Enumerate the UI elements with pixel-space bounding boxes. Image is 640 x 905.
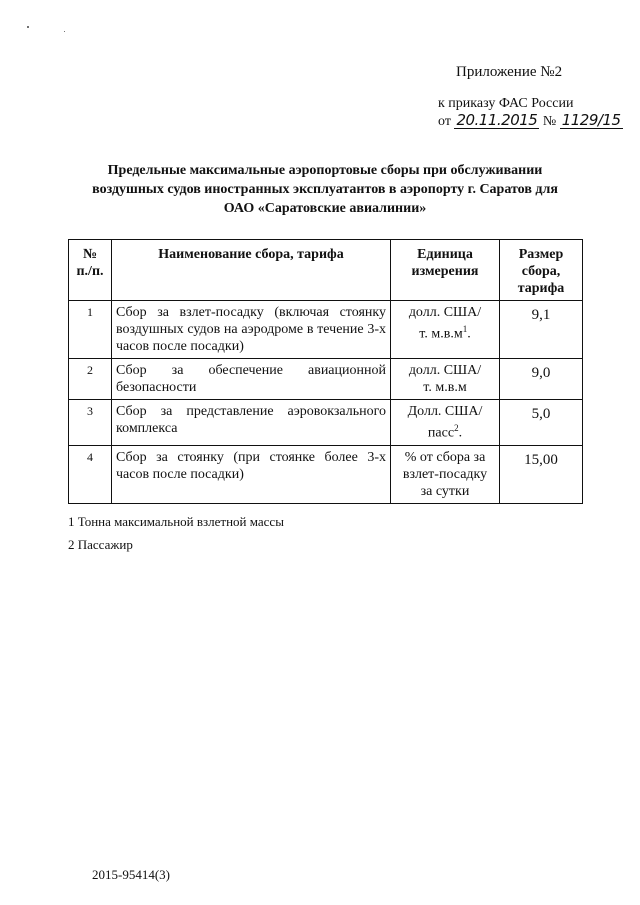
order-reference: к приказу ФАС России (438, 96, 574, 111)
unit-text: . (467, 326, 471, 342)
appendix-number: Приложение №2 (456, 64, 563, 80)
date-prefix: от (438, 114, 451, 129)
row-num: 3 (69, 400, 112, 446)
row-value: 9,0 (500, 359, 583, 400)
unit-text: взлет-посадку (402, 466, 488, 482)
unit-text (395, 321, 495, 343)
table-header-row (69, 240, 583, 301)
row-unit (391, 359, 500, 400)
row-value: 9,1 (500, 301, 583, 359)
row-num: 2 (69, 359, 112, 400)
table-row (69, 445, 583, 503)
header-text: Размер (518, 247, 564, 262)
header-size (500, 240, 583, 301)
header-text: тарифа (517, 281, 565, 296)
table-row (69, 301, 583, 359)
unit-text: за сутки (420, 483, 470, 499)
footnote-1: 1 Тонна максимальной взлетной массы (68, 514, 284, 529)
unit-text: т. м.в.м (419, 326, 463, 342)
handwritten-date: 20.11.2015 (456, 111, 538, 129)
header-unit (391, 240, 500, 301)
header-text: № (82, 247, 98, 262)
title-line: воздушных судов иностранных эксплуатантов в аэропорту г. Саратов для (92, 182, 558, 197)
row-name: Сбор за стоянку (при стоянке более 3-х часов после посадки) (112, 445, 391, 503)
table-row (69, 400, 583, 446)
number-prefix: № (542, 114, 557, 129)
fees-table (68, 239, 583, 504)
row-value: 5,0 (500, 400, 583, 446)
unit-text: т. м.в.м (423, 380, 467, 395)
scan-speck (64, 31, 65, 32)
unit-text: . (458, 425, 463, 441)
row-name: Сбор за взлет-посадку (включая стоянку воздушных судов на аэродроме в течение 3-х часов после посадки) (112, 301, 391, 359)
header-text: сбора, (521, 264, 561, 279)
unit-text (395, 420, 495, 442)
row-name: Сбор за обеспечение авиационной безопасности (112, 359, 391, 400)
row-value: 15,00 (500, 445, 583, 503)
unit-text: Долл. США/ (407, 404, 483, 419)
unit-text: пасс (427, 425, 455, 441)
footnote-ref: 1 (462, 324, 468, 334)
header-text: п./п. (76, 264, 104, 279)
title-line: ОАО «Саратовские авиалинии» (223, 201, 427, 216)
row-unit (391, 301, 500, 359)
header-num (69, 240, 112, 301)
unit-text: % от сбора за (404, 449, 486, 465)
table-row (69, 359, 583, 400)
header-name: Наименование сбора, тарифа (112, 240, 391, 301)
order-date-number (438, 112, 623, 130)
row-num: 4 (69, 445, 112, 503)
footnote-ref: 2 (454, 423, 459, 433)
document-code: 2015-95414(3) (92, 867, 170, 882)
unit-text: долл. США/ (408, 363, 482, 378)
header-text: Единица (417, 247, 473, 262)
scan-speck (27, 26, 29, 28)
document-title (70, 161, 580, 218)
row-name: Сбор за представление аэровокзального комплекса (112, 400, 391, 446)
header-text: измерения (411, 264, 479, 279)
handwritten-order-number: 1129/15 (561, 111, 621, 129)
row-unit (391, 400, 500, 446)
row-unit (391, 445, 500, 503)
unit-text: долл. США/ (408, 305, 482, 320)
footnote-2: 2 Пассажир (68, 537, 133, 552)
row-num: 1 (69, 301, 112, 359)
title-line: Предельные максимальные аэропортовые сборы при обслуживании (107, 163, 543, 178)
